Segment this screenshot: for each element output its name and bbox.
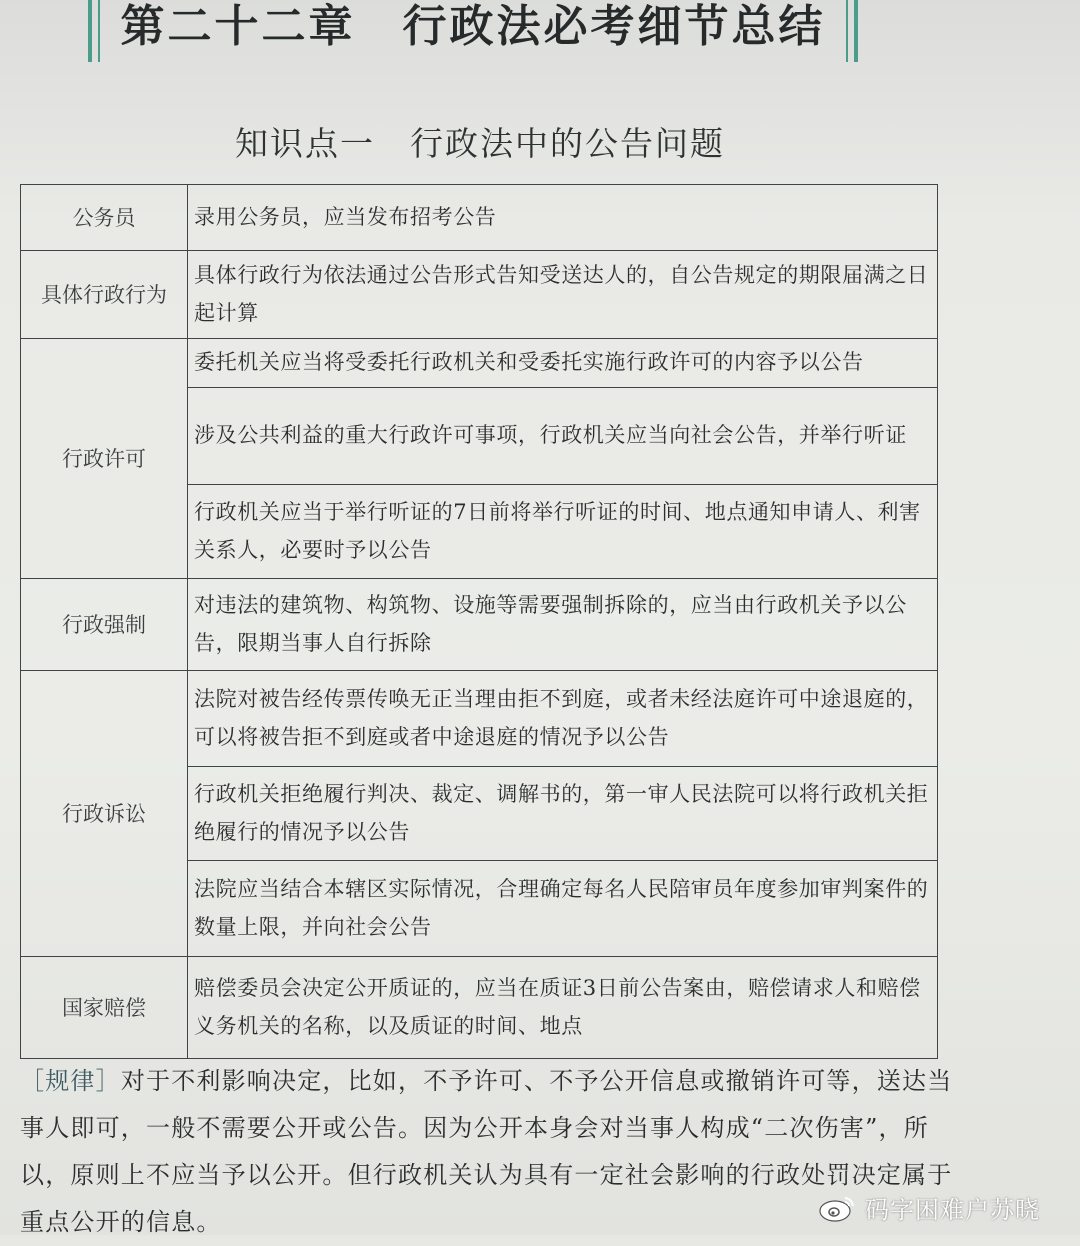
category-cell: 国家赔偿 [21, 957, 188, 1059]
category-cell: 行政许可 [21, 339, 188, 579]
table-row [21, 579, 938, 671]
table-row [21, 957, 938, 1059]
rule-text: 对于不利影响决定，比如，不予许可、不予公开信息或撤销许可等，送达当事人即可，一般不需要公开或公告。因为公开本身会对当事人构成“二次伤害”，所以，原则上不应当予以公开。但行政机关认为具有一定社会影响的行政处罚决定属于重点公开的信息。 [20, 1067, 953, 1236]
category-cell: 具体行政行为 [21, 251, 188, 339]
table-row [21, 251, 938, 339]
category-cell: 行政诉讼 [21, 671, 188, 957]
content-cell: 涉及公共利益的重大行政许可事项，行政机关应当向社会公告，并举行听证 [188, 388, 938, 485]
chapter-header [88, 0, 858, 62]
rule-tag: ［规律］ [20, 1067, 121, 1095]
content-cell: 行政机关应当于举行听证的7日前将举行听证的时间、地点通知申请人、利害关系人，必要时予以公告 [188, 485, 938, 579]
weibo-logo-icon [817, 1194, 857, 1222]
watermark-text: 码字困难户苏晓 [865, 1196, 1040, 1224]
section-title: 知识点一 行政法中的公告问题 [235, 124, 725, 163]
content-cell: 委托机关应当将受委托行政机关和受委托实施行政许可的内容予以公告 [188, 339, 938, 388]
table-row [21, 185, 938, 251]
table-row [21, 671, 938, 767]
chapter-title: 第二十二章 行政法必考细节总结 [120, 1, 826, 52]
content-cell: 赔偿委员会决定公开质证的，应当在质证3日前公告案由，赔偿请求人和赔偿义务机关的名称，以及质证的时间、地点 [188, 957, 938, 1059]
content-cell: 法院应当结合本辖区实际情况，合理确定每名人民陪审员年度参加审判案件的数量上限，并向社会公告 [188, 861, 938, 957]
watermark [817, 1190, 1040, 1225]
table-row [21, 339, 938, 388]
notice-table [20, 184, 938, 1059]
category-cell: 行政强制 [21, 579, 188, 671]
content-cell: 录用公务员，应当发布招考公告 [188, 185, 938, 251]
content-cell: 法院对被告经传票传唤无正当理由拒不到庭，或者未经法庭许可中途退庭的，可以将被告拒不到庭或者中途退庭的情况予以公告 [188, 671, 938, 767]
content-cell: 行政机关拒绝履行判决、裁定、调解书的，第一审人民法院可以将行政机关拒绝履行的情况予以公告 [188, 767, 938, 861]
content-cell: 具体行政行为依法通过公告形式告知受送达人的，自公告规定的期限届满之日起计算 [188, 251, 938, 339]
content-cell: 对违法的建筑物、构筑物、设施等需要强制拆除的，应当由行政机关予以公告，限期当事人自行拆除 [188, 579, 938, 671]
category-cell: 公务员 [21, 185, 188, 251]
